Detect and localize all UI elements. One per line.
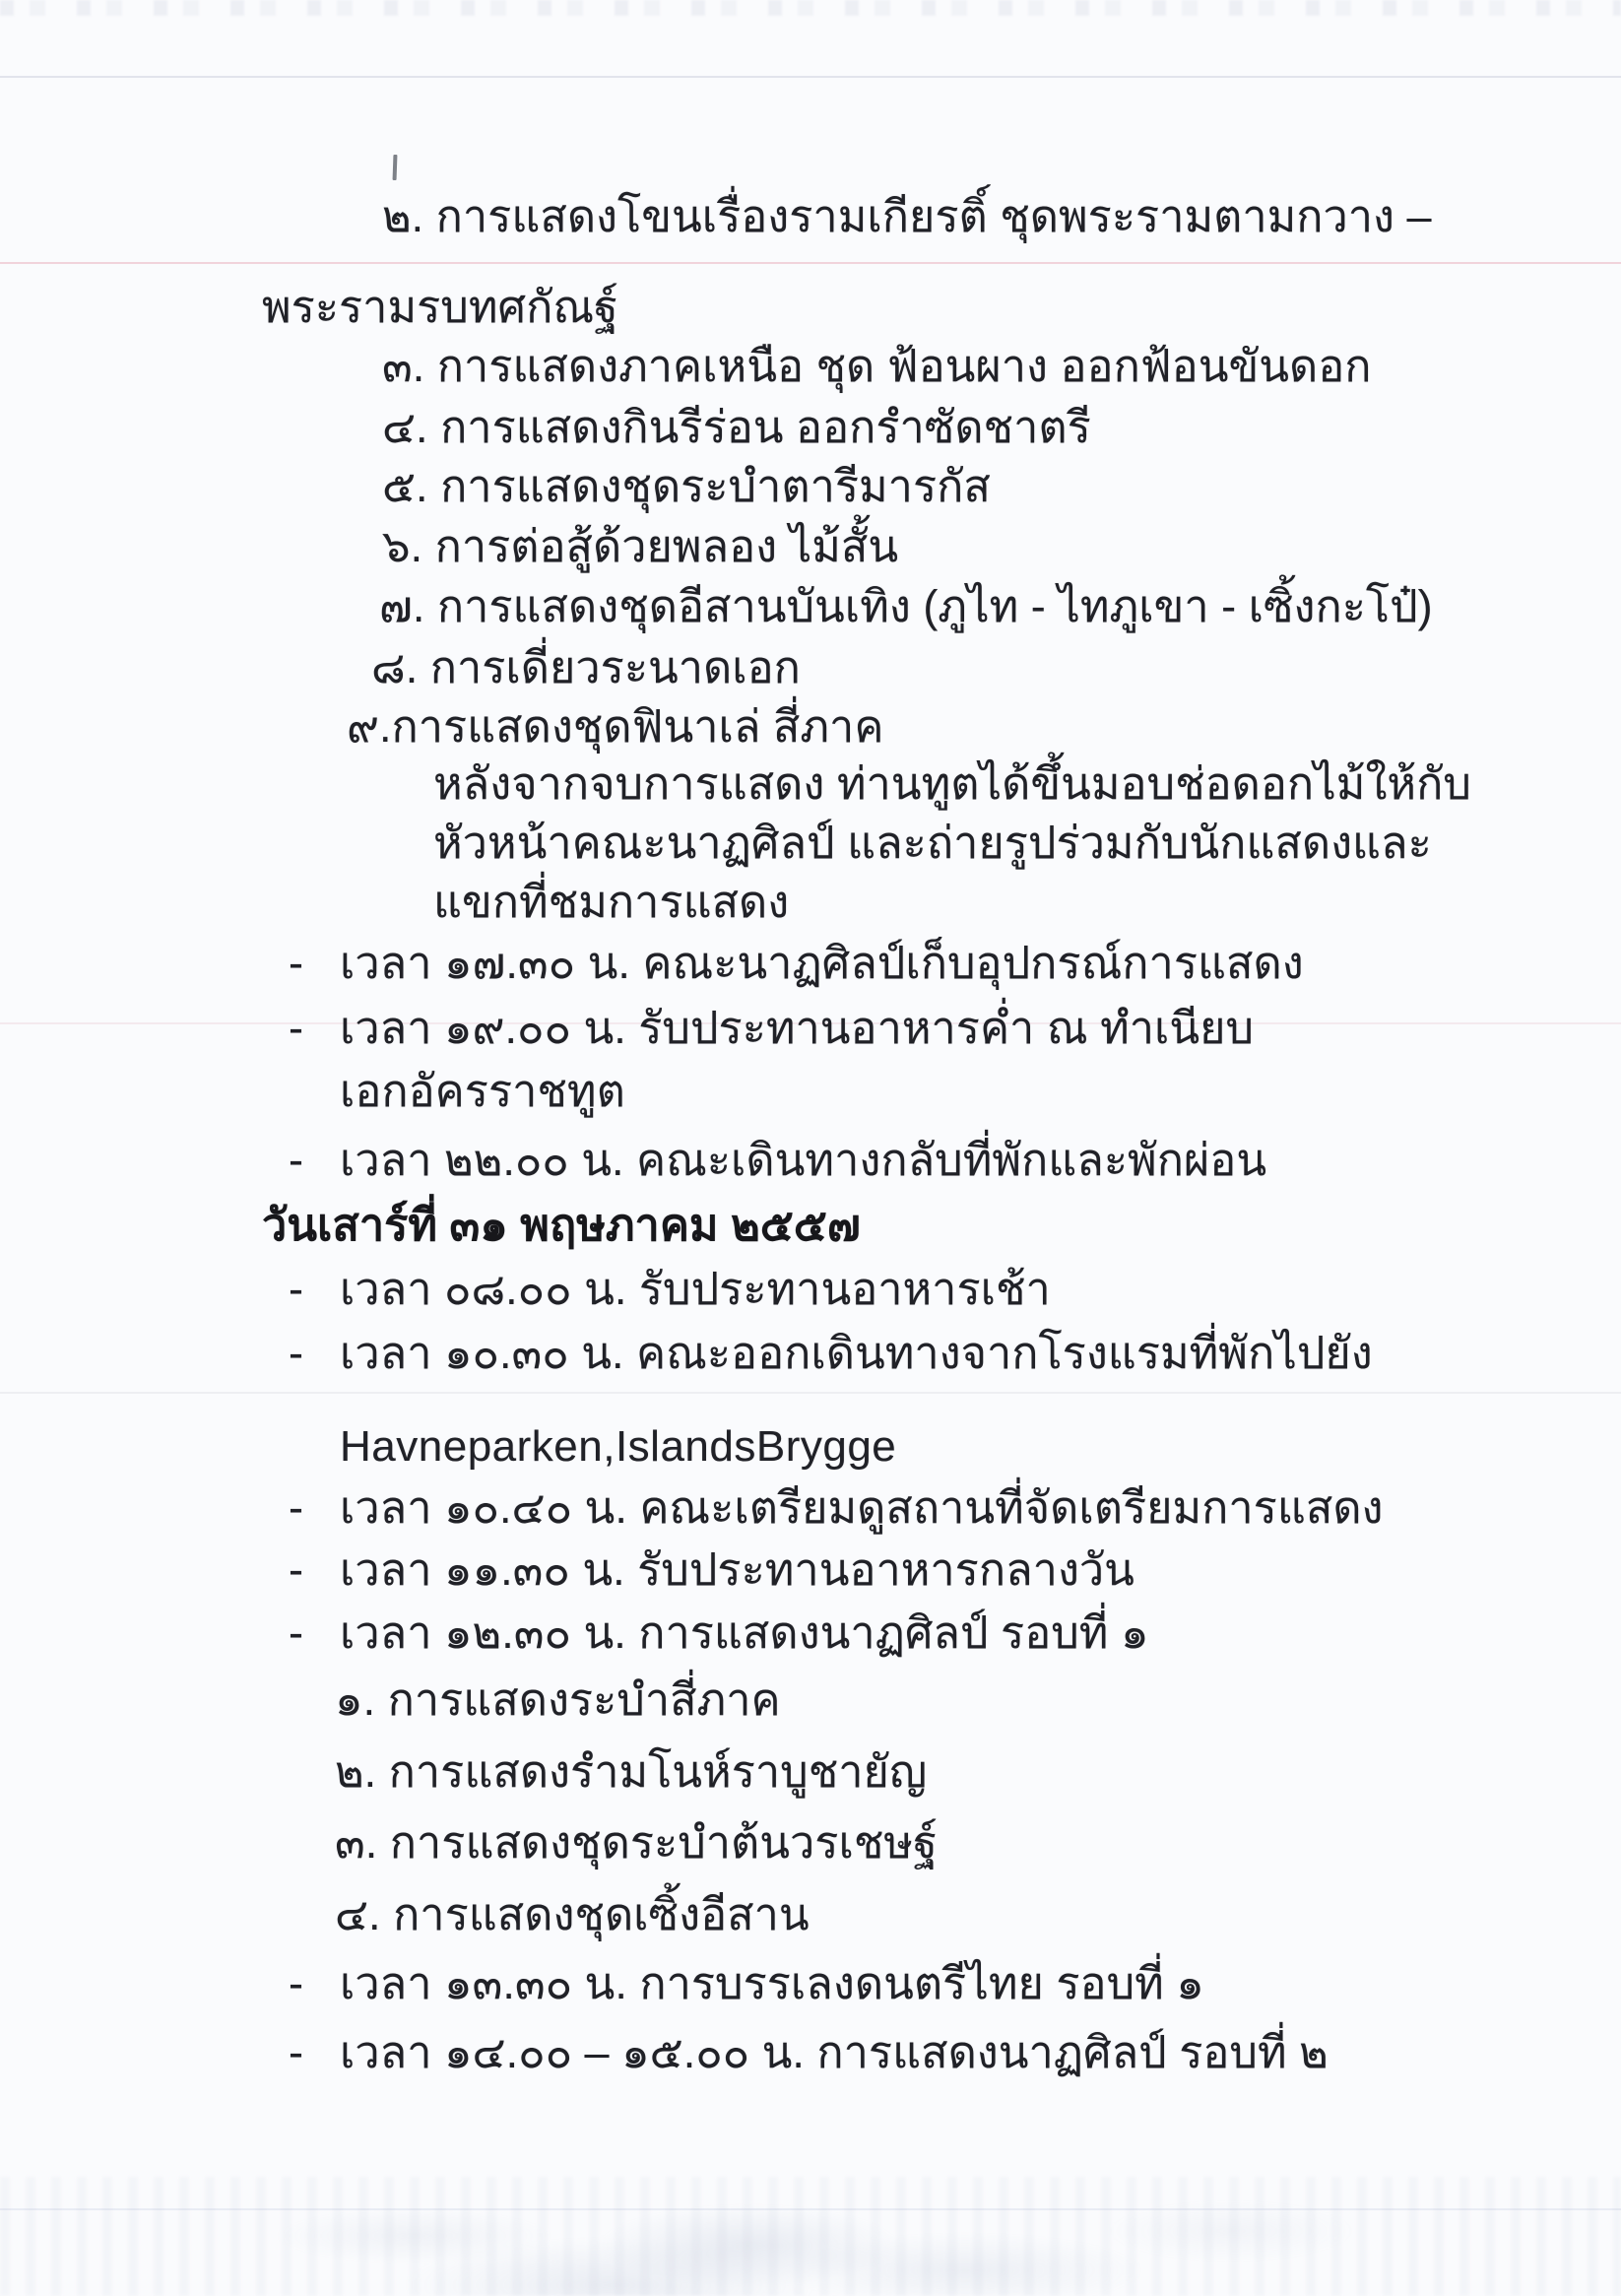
line-text: Havneparken,IslandsBrygge [340, 1422, 897, 1471]
venue-name [340, 1419, 896, 1474]
line-text: ๖. การต่อสู้ด้วยพลอง ไม้สั้น [382, 521, 899, 571]
schedule-bullet [289, 1262, 1051, 1317]
line-text: เวลา ๑๗.๓๐ น. คณะนาฏศิลป์เก็บอุปกรณ์การแสดง [340, 938, 1304, 988]
schedule-bullet [289, 1133, 1266, 1188]
line-text: เวลา ๑๓.๓๐ น. การบรรเลงดนตรีไทย รอบที่ ๑ [340, 1958, 1204, 2008]
bullet-dash: - [289, 1607, 303, 1658]
line-text: เวลา ๑๙.๐๐ น. รับประทานอาหารค่ำ ณ ทำเนียบ [340, 1003, 1255, 1053]
bullet-dash: - [289, 1135, 303, 1185]
line-text: วันเสาร์ที่ ๓๑ พฤษภาคม ๒๕๕๗ [262, 1200, 861, 1250]
paragraph-line [433, 816, 1432, 871]
line-text: เวลา ๐๘.๐๐ น. รับประทานอาหารเช้า [340, 1264, 1051, 1314]
bullet-dash: - [289, 938, 303, 988]
line-text: หลังจากจบการแสดง ท่านทูตได้ขึ้นมอบช่อดอกไม้ให้กับ [433, 758, 1471, 809]
schedule-bullet [289, 1542, 1135, 1598]
paragraph-line [433, 756, 1471, 812]
schedule-bullet [289, 1001, 1254, 1056]
bullet-dash: - [289, 1264, 303, 1314]
schedule-bullet [289, 1326, 1373, 1381]
continuation-line [340, 1064, 625, 1119]
list-item [382, 400, 1091, 455]
line-text: ๘. การเดี่ยวระนาดเอก [371, 642, 801, 692]
line-text: ๙.การแสดงชุดฟินาเล่ สี่ภาค [347, 701, 884, 752]
bullet-dash: - [289, 1544, 303, 1595]
list-item [382, 519, 898, 574]
list-item [382, 339, 1371, 394]
bullet-dash: - [289, 1958, 303, 2008]
line-text: ๔. การแสดงกินรีร่อน ออกรำซัดชาตรี [382, 402, 1091, 452]
line-text: เวลา ๑๑.๓๐ น. รับประทานอาหารกลางวัน [340, 1544, 1135, 1595]
date-heading [262, 1198, 861, 1253]
schedule-bullet [289, 936, 1304, 991]
line-text: ๗. การแสดงชุดอีสานบันเทิง (ภูไท - ไทภูเขา - เซิ้งกะโป๋) [379, 581, 1433, 631]
line-text: แขกที่ชมการแสดง [433, 877, 790, 927]
scan-artifact-line [0, 76, 1621, 78]
list-item [382, 459, 991, 514]
list-item [347, 699, 883, 754]
schedule-bullet [289, 2025, 1329, 2080]
line-text: เวลา ๑๔.๐๐ – ๑๕.๐๐ น. การแสดงนาฏศิลป์ รอบที่ ๒ [340, 2027, 1329, 2077]
list-item [335, 1887, 810, 1942]
line-text: พระรามรบทศกัณฐ์ [262, 282, 618, 332]
scan-speck [393, 155, 398, 180]
line-text: ๒. การแสดงรำมโนห์ราบูชายัญ [335, 1746, 928, 1797]
line-text: เวลา ๑๐.๔๐ น. คณะเตรียมดูสถานที่จัดเตรียมการแสดง [340, 1482, 1384, 1533]
list-item [371, 640, 801, 695]
line-text: ๑. การแสดงระบำสี่ภาค [335, 1674, 781, 1725]
line-text: หัวหน้าคณะนาฏศิลป์ และถ่ายรูปร่วมกับนักแสดงและ [433, 818, 1432, 868]
line-text: ๓. การแสดงชุดระบำต้นวรเชษฐ์ [335, 1817, 938, 1868]
list-item [335, 1673, 781, 1728]
list-item [382, 189, 1432, 244]
line-text: เวลา ๑๐.๓๐ น. คณะออกเดินทางจากโรงแรมที่พักไปยัง [340, 1328, 1373, 1378]
wrapped-line [262, 280, 618, 335]
paragraph-line [433, 875, 789, 930]
bullet-dash: - [289, 1482, 303, 1533]
schedule-bullet [289, 1606, 1149, 1661]
line-text: ๓. การแสดงภาคเหนือ ชุด ฟ้อนผาง ออกฟ้อนขันดอก [382, 341, 1372, 391]
list-item [379, 579, 1433, 634]
line-text: ๔. การแสดงชุดเซิ้งอีสาน [335, 1889, 810, 1939]
scan-artifact-line [0, 262, 1621, 264]
line-text: ๕. การแสดงชุดระบำตารีมารกัส [382, 461, 991, 511]
line-text: เอกอัครราชทูต [340, 1066, 625, 1116]
line-text: ๒. การแสดงโขนเรื่องรามเกียรติ์ ชุดพระรามตามกวาง – [382, 191, 1432, 241]
bullet-dash: - [289, 2027, 303, 2077]
line-text: เวลา ๒๒.๐๐ น. คณะเดินทางกลับที่พักและพักผ่อน [340, 1135, 1267, 1185]
scan-noise-top [0, 0, 1621, 16]
list-item [335, 1744, 927, 1800]
bullet-dash: - [289, 1003, 303, 1053]
scan-noise-bottom [0, 2177, 1621, 2296]
line-text: เวลา ๑๒.๓๐ น. การแสดงนาฏศิลป์ รอบที่ ๑ [340, 1607, 1149, 1658]
bullet-dash: - [289, 1328, 303, 1378]
scan-artifact-line [0, 1392, 1621, 1394]
schedule-bullet [289, 1956, 1204, 2011]
schedule-bullet [289, 1480, 1384, 1536]
list-item [335, 1815, 938, 1870]
